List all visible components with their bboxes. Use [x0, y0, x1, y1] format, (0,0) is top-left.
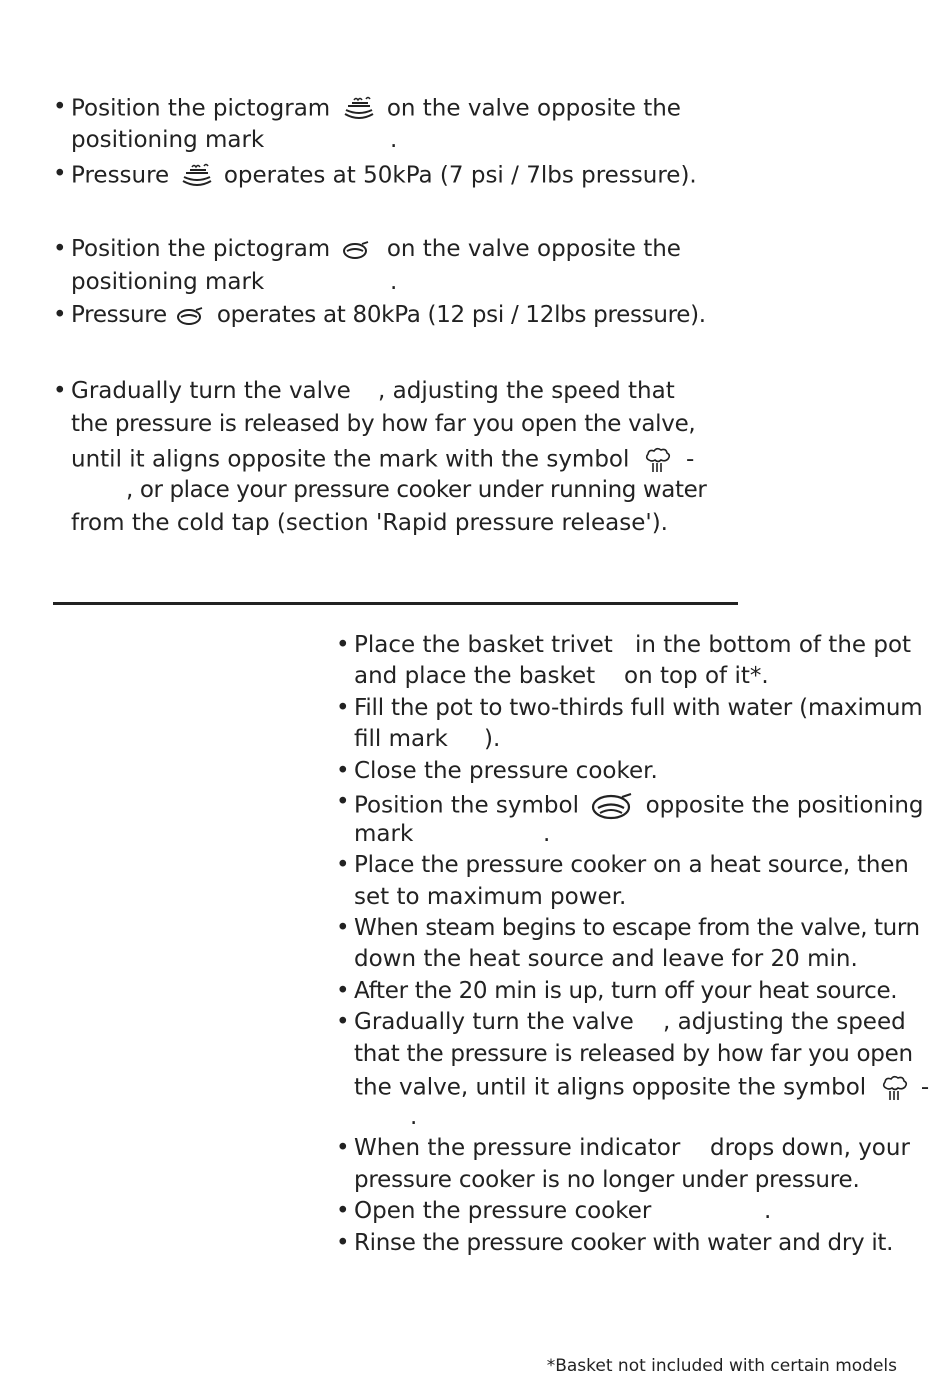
- text: Position the pictogram: [71, 236, 331, 262]
- first-use-5-line2: set to maximum power.: [354, 884, 627, 910]
- release-line1b: , adjusting the speed that: [378, 378, 675, 404]
- first-use-7-line1: After the 20 min is up, turn off your heat source.: [354, 978, 898, 1004]
- text: operates at 80kPa (12 psi / 12lbs pressure).: [216, 302, 706, 328]
- first-use-8-line2: that the pressure is released by how far you open: [354, 1041, 913, 1067]
- low-pressure-spec: [71, 163, 697, 189]
- first-use-1-line1a: Place the basket trivet: [354, 632, 613, 658]
- text: positioning mark: [71, 269, 265, 295]
- text: -: [920, 1074, 930, 1101]
- steam-low-icon: [180, 163, 214, 189]
- first-use-6-line2: down the heat source and leave for 20 min.: [354, 946, 858, 972]
- first-use-8-line1b: , adjusting the speed: [663, 1009, 906, 1035]
- high-pressure-instruction-line1: [71, 238, 681, 261]
- first-use-10-line1b: .: [764, 1198, 772, 1224]
- bullet: •: [336, 1009, 350, 1035]
- text: Position the pictogram: [71, 95, 331, 122]
- first-use-9-line1a: When the pressure indicator: [354, 1135, 681, 1161]
- first-use-8-line4: .: [410, 1104, 418, 1130]
- period: .: [390, 127, 398, 153]
- bullet: •: [336, 852, 350, 878]
- high-pressure-instruction-line2: [71, 271, 264, 294]
- footnote: *Basket not included with certain models: [546, 1356, 897, 1376]
- bullet: •: [336, 1135, 350, 1161]
- bullet: •: [336, 632, 350, 658]
- first-use-6-line1: When steam begins to escape from the valve, turn: [354, 915, 920, 941]
- steam-release-icon: [643, 446, 673, 474]
- steam-high-icon: [176, 305, 204, 327]
- text: opposite the positioning: [645, 792, 924, 819]
- bullet: •: [53, 236, 67, 262]
- first-use-8-line1a: Gradually turn the valve: [354, 1009, 634, 1035]
- text: positioning mark: [71, 127, 265, 153]
- bullet: •: [53, 378, 67, 404]
- first-use-2-line2b: ).: [484, 726, 501, 752]
- first-use-9-line2: pressure cooker is no longer under pressure.: [354, 1167, 860, 1193]
- release-line4: , or place your pressure cooker under running water: [126, 477, 707, 503]
- first-use-1-line2b: on top of it*.: [624, 663, 769, 689]
- first-use-1-line1b: in the bottom of the pot: [635, 632, 912, 658]
- steam-release-icon: [880, 1074, 910, 1102]
- low-pressure-instruction-line1: [71, 96, 681, 122]
- bullet: •: [53, 302, 67, 328]
- release-line5: from the cold tap (section 'Rapid pressure release').: [71, 510, 668, 536]
- first-use-2-line1: Fill the pot to two-thirds full with water (maximum: [354, 695, 923, 721]
- text: until it aligns opposite the mark with the symbol: [71, 446, 630, 473]
- release-line3: [71, 446, 694, 474]
- bullet: •: [53, 161, 67, 187]
- bullet: •: [53, 94, 67, 120]
- first-use-9-line1b: drops down, your: [710, 1135, 910, 1161]
- bullet: •: [336, 695, 350, 721]
- text: on the valve opposite the: [386, 236, 681, 262]
- first-use-3-line1: Close the pressure cooker.: [354, 758, 658, 784]
- text: Pressure: [71, 162, 170, 189]
- steam-high-icon: [342, 239, 370, 261]
- bullet: •: [336, 915, 350, 941]
- bullet: •: [336, 1198, 350, 1224]
- bullet: •: [336, 789, 350, 815]
- steam-low-icon: [342, 96, 376, 122]
- text: operates at 50kPa (7 psi / 7lbs pressure).: [223, 162, 697, 189]
- text: on the valve opposite the: [386, 95, 681, 122]
- first-use-2-line2a: fill mark: [354, 726, 448, 752]
- first-use-11-line1: Rinse the pressure cooker with water and dry it.: [354, 1230, 894, 1256]
- first-use-5-line1: Place the pressure cooker on a heat source, then: [354, 852, 909, 878]
- high-pressure-spec: [71, 304, 706, 327]
- low-pressure-instruction-line2: [71, 129, 264, 152]
- bullet: •: [336, 758, 350, 784]
- first-use-1-line2a: and place the basket: [354, 663, 596, 689]
- bullet: •: [336, 1230, 350, 1256]
- section-divider: [53, 602, 738, 605]
- first-use-10-line1a: Open the pressure cooker: [354, 1198, 652, 1224]
- first-use-4-line1: [354, 791, 924, 821]
- text: -: [686, 446, 695, 473]
- release-line2: the pressure is released by how far you open the valve,: [71, 411, 696, 437]
- text: Position the symbol: [354, 792, 579, 819]
- steam-high-icon: [590, 791, 634, 821]
- first-use-4-line2b: .: [543, 821, 551, 847]
- first-use-8-line3: [354, 1074, 929, 1102]
- text: Pressure: [71, 302, 167, 328]
- first-use-4-line2a: mark: [354, 821, 414, 847]
- text: the valve, until it aligns opposite the symbol: [354, 1074, 867, 1101]
- period: .: [390, 269, 398, 295]
- release-line1a: Gradually turn the valve: [71, 378, 351, 404]
- bullet: •: [336, 978, 350, 1004]
